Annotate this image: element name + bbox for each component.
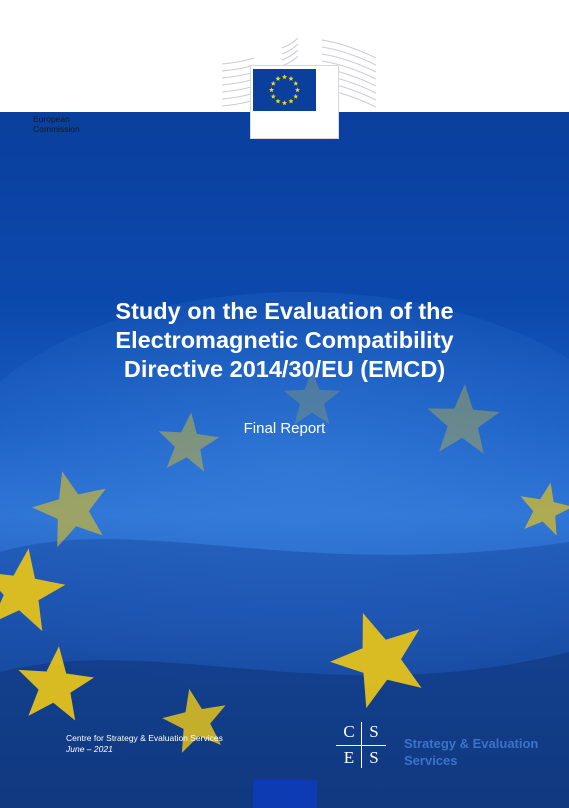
logo-org-line-2: Commission bbox=[33, 124, 80, 134]
cses-tagline-line-1: Strategy & Evaluation bbox=[404, 736, 539, 751]
report-title bbox=[30, 297, 539, 384]
logo-wordmark bbox=[33, 114, 113, 134]
monogram-divider bbox=[336, 745, 386, 746]
date-month: June – bbox=[66, 744, 94, 754]
waving-flag-illustration bbox=[0, 112, 569, 808]
cses-monogram bbox=[334, 720, 388, 770]
cses-logo bbox=[334, 720, 564, 772]
cses-letter-c: C bbox=[343, 722, 355, 741]
author-organisation: Centre for Strategy & Evaluation Services bbox=[66, 733, 223, 743]
report-subtitle: Final Report bbox=[243, 420, 326, 437]
cses-letter-s2: S bbox=[369, 748, 379, 767]
eu-flag-icon bbox=[253, 69, 316, 111]
title-line-3: Directive 2014/30/EU (EMCD) bbox=[123, 356, 446, 382]
publication-date bbox=[66, 744, 113, 755]
eu-flag-background bbox=[0, 112, 569, 808]
european-commission-logo bbox=[222, 38, 376, 140]
eu-colour-strip bbox=[253, 780, 317, 808]
logo-org-line-1: European bbox=[33, 114, 70, 124]
title-line-1: Study on the Evaluation of the bbox=[115, 298, 454, 324]
cses-tagline-line-2: Services bbox=[404, 753, 458, 768]
title-line-2: Electromagnetic Compatibility bbox=[115, 327, 454, 353]
cses-letter-s: S bbox=[369, 722, 379, 741]
cses-letter-e: E bbox=[343, 748, 355, 767]
date-year: 2021 bbox=[93, 744, 113, 754]
